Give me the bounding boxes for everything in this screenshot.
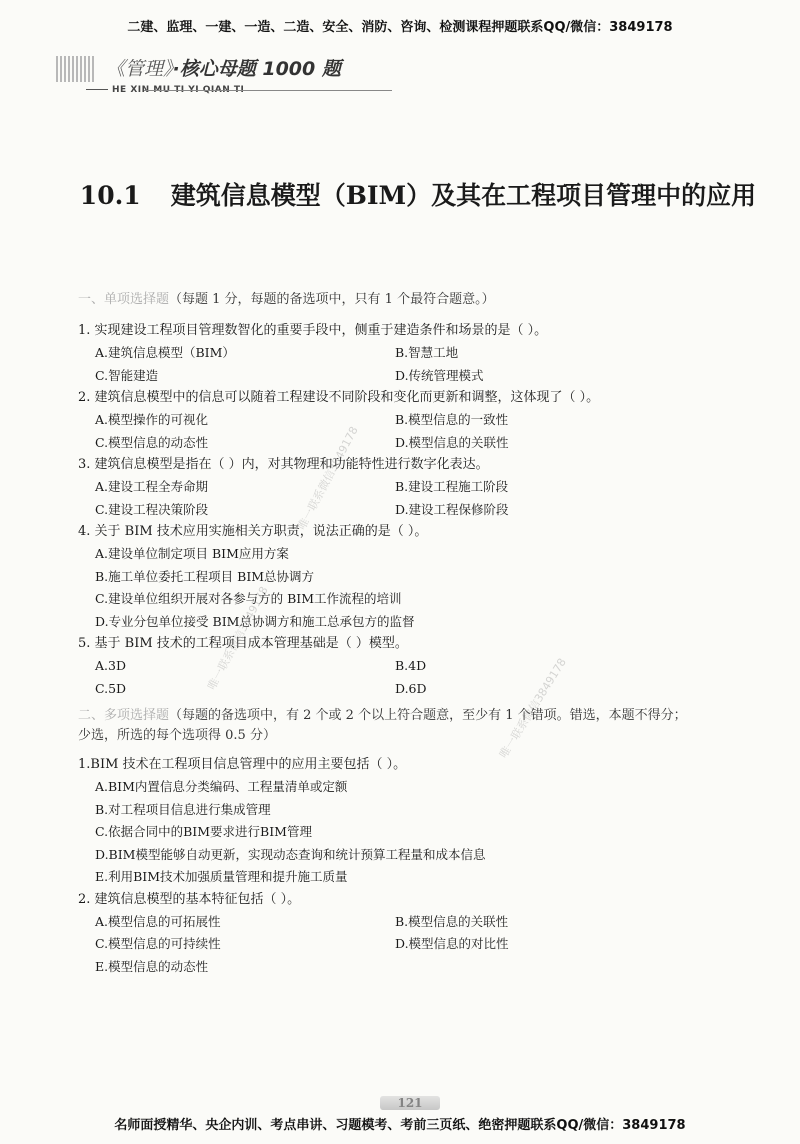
option-b: B.模型信息的一致性	[395, 412, 509, 427]
question	[78, 754, 758, 889]
option-e: E.利用BIM技术加强质量管理和提升施工质量	[95, 869, 348, 884]
section-title: 建筑信息模型（BIM）及其在工程项目管理中的应用	[170, 181, 757, 210]
header-divider	[144, 90, 392, 91]
option-d: D.传统管理模式	[395, 367, 484, 383]
option-d: D.模型信息的关联性	[395, 434, 509, 450]
option-b: B.智慧工地	[395, 345, 459, 360]
option-a: A.建设单位制定项目 BIM应用方案	[95, 546, 289, 561]
question-stem: 4. 关于 BIM 技术应用实施相关方职责，说法正确的是（ ）。	[78, 524, 428, 539]
watermark: 唯一联系微信3849178	[205, 584, 271, 693]
option-d: D.6D	[395, 680, 427, 696]
section-number: 10.1	[79, 181, 141, 210]
option-e: E.模型信息的动态性	[95, 958, 209, 974]
option-c: C.智能建造	[95, 367, 159, 383]
option-group	[95, 911, 758, 979]
book-title-pinyin: HE XIN MU TI YI QIAN TI	[86, 85, 244, 95]
book-title-part1: 《管理》	[106, 58, 173, 80]
part1-title	[78, 290, 758, 310]
question-stem: 2. 建筑信息模型的基本特征包括（ ）。	[78, 891, 301, 907]
book-title	[106, 54, 341, 81]
option-d: D.模型信息的对比性	[395, 936, 509, 951]
option-b: B.施工单位委托工程项目 BIM总协调方	[95, 568, 315, 584]
question-stem: 1. 实现建设工程项目管理数智化的重要手段中，侧重于建造条件和场景的是（ ）。	[78, 323, 548, 338]
question-stem: 3. 建筑信息模型是指在（ ）内，对其物理和功能特性进行数字化表达。	[78, 457, 489, 472]
option-a: A.BIM内置信息分类编码、工程量清单或定额	[95, 779, 348, 794]
option-d: D.建设工程保修阶段	[395, 501, 509, 517]
question-content	[78, 290, 758, 978]
option-b: B.建设工程施工阶段	[395, 479, 509, 494]
option-c: C.5D	[95, 680, 127, 696]
option-a: A.建筑信息模型（BIM）	[95, 345, 235, 360]
section-heading	[78, 178, 758, 214]
watermark: 唯一联系微信3849178	[496, 656, 569, 761]
option-d: D.专业分包单位接受 BIM总协调方和施工总承包方的监督	[95, 613, 415, 629]
top-banner: 二建、监理、一建、一造、二造、安全、消防、咨询、检测课程押题联系QQ/微信：3849178	[127, 20, 673, 35]
option-a: A.3D	[95, 658, 126, 673]
footer-banner: 名师面授精华、央企内训、考点串讲、习题模考、考前三页纸、绝密押题联系QQ/微信：3849178	[114, 1118, 686, 1133]
book-header	[56, 52, 376, 102]
option-group	[95, 543, 758, 633]
part2-instruction: （每题的备选项中，有 2 个或 2 个以上符合题意，至少有 1 个错项。错选，本题不得分；	[169, 708, 687, 723]
option-b: B.对工程项目信息进行集成管理	[95, 801, 271, 817]
part2-instruction-cont: 少选，所选的每个选项得 0.5 分）	[78, 728, 276, 743]
option-c: C.模型信息的可持续性	[95, 936, 221, 951]
watermark: 唯一联系微信3849178	[295, 424, 361, 533]
option-c: C.模型信息的动态性	[95, 434, 209, 450]
option-group	[95, 476, 758, 521]
question	[78, 633, 758, 700]
part1-name: 一、单项选择题	[78, 292, 170, 307]
option-d: D.BIM模型能够自动更新，实现动态查询和统计预算工程量和成本信息	[95, 846, 486, 862]
option-group	[95, 776, 758, 889]
book-title-part2: ·核心母题 1000 题	[172, 58, 341, 80]
page-number: 121	[380, 1096, 440, 1110]
question	[78, 454, 758, 521]
option-a: A.模型信息的可拓展性	[95, 913, 221, 929]
part2-name: 二、多项选择题	[78, 708, 170, 723]
option-group	[95, 409, 758, 454]
option-b: B.模型信息的关联性	[395, 913, 509, 929]
option-c: C.建设工程决策阶段	[95, 501, 209, 517]
question	[78, 521, 758, 633]
question-stem: 5. 基于 BIM 技术的工程项目成本管理基础是（ ）模型。	[78, 636, 408, 651]
question-stem: 1.BIM 技术在工程项目信息管理中的应用主要包括（ ）。	[78, 757, 407, 772]
option-c: C.建设单位组织开展对各参与方的 BIM工作流程的培训	[95, 591, 402, 606]
question	[78, 889, 758, 979]
question	[78, 387, 758, 454]
part2-title	[78, 706, 758, 746]
option-a: A.建设工程全寿命期	[95, 479, 209, 494]
option-group	[95, 655, 758, 700]
question-stem: 2. 建筑信息模型中的信息可以随着工程建设不同阶段和变化而更新和调整，这体现了（ ）。	[78, 390, 600, 405]
question	[78, 320, 758, 387]
option-a: A.模型操作的可视化	[95, 412, 209, 427]
option-b: B.4D	[395, 658, 427, 673]
part1-instruction: （每题 1 分，每题的备选项中，只有 1 个最符合题意。）	[169, 292, 495, 307]
option-c: C.依据合同中的BIM要求进行BIM管理	[95, 824, 312, 839]
hatch-decoration	[56, 56, 96, 82]
option-group	[95, 342, 758, 387]
